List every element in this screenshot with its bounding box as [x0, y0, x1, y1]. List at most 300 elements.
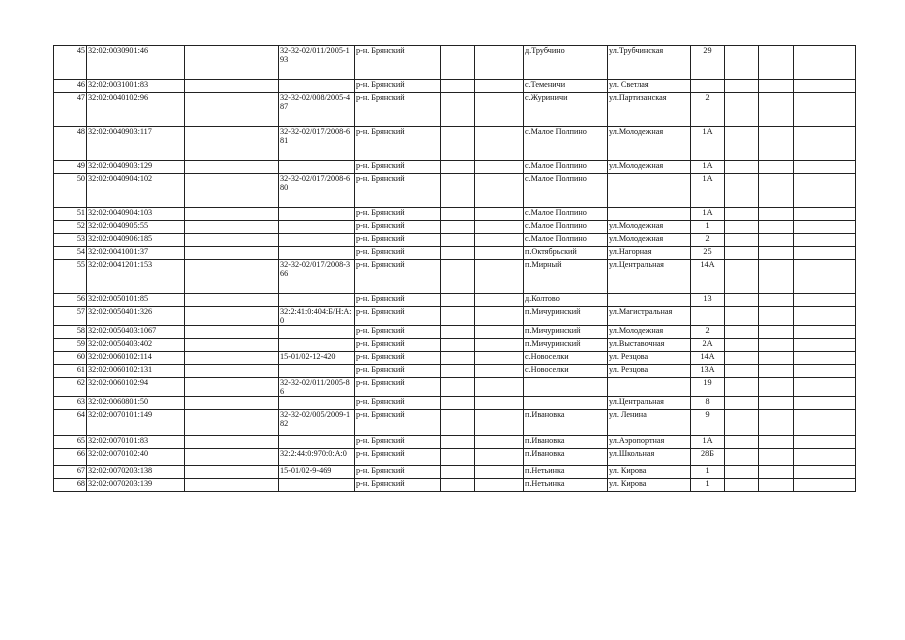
- empty-cell: [441, 449, 475, 466]
- empty-cell: [185, 234, 279, 247]
- empty-cell: [759, 294, 794, 307]
- row-number: 67: [54, 466, 87, 479]
- street: ул. Светлая: [608, 80, 691, 93]
- empty-cell: [725, 378, 759, 397]
- registration-number: [279, 294, 355, 307]
- cadastral-number: 32:02:0070102:40: [87, 449, 185, 466]
- empty-cell: [794, 352, 856, 365]
- empty-cell: [185, 352, 279, 365]
- table-row: [54, 378, 856, 397]
- empty-cell: [185, 294, 279, 307]
- empty-cell: [725, 436, 759, 449]
- settlement: с.Малое Полпино: [524, 208, 608, 221]
- empty-cell: [441, 326, 475, 339]
- table-row: [54, 174, 856, 208]
- empty-cell: [759, 247, 794, 260]
- table-row: [54, 46, 856, 80]
- street: ул. Резцова: [608, 365, 691, 378]
- empty-cell: [794, 161, 856, 174]
- empty-cell: [185, 365, 279, 378]
- registration-number: [279, 234, 355, 247]
- empty-cell: [441, 436, 475, 449]
- empty-cell: [759, 436, 794, 449]
- registration-number: [279, 221, 355, 234]
- empty-cell: [475, 80, 524, 93]
- table-row: [54, 93, 856, 127]
- house-number: 13А: [691, 365, 725, 378]
- empty-cell: [794, 208, 856, 221]
- street: ул. Кирова: [608, 479, 691, 492]
- empty-cell: [794, 397, 856, 410]
- empty-cell: [759, 221, 794, 234]
- empty-cell: [475, 378, 524, 397]
- empty-cell: [441, 127, 475, 161]
- cadastral-number: 32:02:0031001:83: [87, 80, 185, 93]
- cadastral-number: 32:02:0040905:55: [87, 221, 185, 234]
- empty-cell: [475, 294, 524, 307]
- empty-cell: [475, 436, 524, 449]
- settlement: п.Мичуринский: [524, 339, 608, 352]
- table-row: [54, 208, 856, 221]
- empty-cell: [475, 234, 524, 247]
- empty-cell: [759, 234, 794, 247]
- house-number: 14А: [691, 260, 725, 294]
- empty-cell: [185, 80, 279, 93]
- table-body: [54, 46, 856, 492]
- house-number: 1А: [691, 174, 725, 208]
- empty-cell: [759, 339, 794, 352]
- empty-cell: [794, 365, 856, 378]
- house-number: 1А: [691, 208, 725, 221]
- registration-number: 32:2:41:0:404:Б/Н:А:0: [279, 307, 355, 326]
- house-number: [691, 307, 725, 326]
- empty-cell: [794, 247, 856, 260]
- district: р-н. Брянский: [355, 221, 441, 234]
- empty-cell: [759, 378, 794, 397]
- district: р-н. Брянский: [355, 479, 441, 492]
- row-number: 61: [54, 365, 87, 378]
- street: ул.Центральная: [608, 397, 691, 410]
- settlement: с.Малое Полпино: [524, 127, 608, 161]
- district: р-н. Брянский: [355, 161, 441, 174]
- empty-cell: [759, 410, 794, 436]
- empty-cell: [475, 208, 524, 221]
- empty-cell: [794, 93, 856, 127]
- registration-number: [279, 80, 355, 93]
- empty-cell: [185, 208, 279, 221]
- cadastral-number: 32:02:0060102:94: [87, 378, 185, 397]
- empty-cell: [441, 93, 475, 127]
- table-row: [54, 365, 856, 378]
- district: р-н. Брянский: [355, 174, 441, 208]
- empty-cell: [725, 221, 759, 234]
- empty-cell: [759, 80, 794, 93]
- cadastral-number: 32:02:0041201:153: [87, 260, 185, 294]
- empty-cell: [759, 307, 794, 326]
- district: р-н. Брянский: [355, 352, 441, 365]
- empty-cell: [725, 307, 759, 326]
- table-row: [54, 436, 856, 449]
- empty-cell: [475, 127, 524, 161]
- empty-cell: [185, 127, 279, 161]
- street: ул.Молодежная: [608, 127, 691, 161]
- table-row: [54, 410, 856, 436]
- cadastral-number: 32:02:0041001:37: [87, 247, 185, 260]
- empty-cell: [725, 247, 759, 260]
- empty-cell: [441, 46, 475, 80]
- empty-cell: [759, 466, 794, 479]
- empty-cell: [725, 410, 759, 436]
- empty-cell: [725, 294, 759, 307]
- empty-cell: [441, 365, 475, 378]
- row-number: 68: [54, 479, 87, 492]
- cadastral-number: 32:02:0040102:96: [87, 93, 185, 127]
- house-number: 1А: [691, 127, 725, 161]
- street: ул.Молодежная: [608, 234, 691, 247]
- house-number: 13: [691, 294, 725, 307]
- empty-cell: [475, 260, 524, 294]
- empty-cell: [725, 260, 759, 294]
- house-number: 1: [691, 221, 725, 234]
- empty-cell: [794, 260, 856, 294]
- empty-cell: [185, 436, 279, 449]
- empty-cell: [759, 479, 794, 492]
- registration-number: [279, 365, 355, 378]
- district: р-н. Брянский: [355, 365, 441, 378]
- district: р-н. Брянский: [355, 326, 441, 339]
- empty-cell: [794, 46, 856, 80]
- empty-cell: [475, 479, 524, 492]
- street: ул. Ленина: [608, 410, 691, 436]
- empty-cell: [725, 449, 759, 466]
- street: [608, 378, 691, 397]
- settlement: с.Малое Полпино: [524, 234, 608, 247]
- settlement: [524, 397, 608, 410]
- settlement: с.Журиничи: [524, 93, 608, 127]
- empty-cell: [759, 93, 794, 127]
- table-row: [54, 307, 856, 326]
- district: р-н. Брянский: [355, 46, 441, 80]
- row-number: 55: [54, 260, 87, 294]
- empty-cell: [725, 127, 759, 161]
- empty-cell: [441, 221, 475, 234]
- cadastral-number: 32:02:0050101:85: [87, 294, 185, 307]
- empty-cell: [794, 339, 856, 352]
- house-number: 1: [691, 479, 725, 492]
- empty-cell: [441, 294, 475, 307]
- empty-cell: [794, 466, 856, 479]
- street: [608, 174, 691, 208]
- empty-cell: [725, 397, 759, 410]
- empty-cell: [794, 449, 856, 466]
- empty-cell: [441, 339, 475, 352]
- empty-cell: [441, 378, 475, 397]
- cadastral-number: 32:02:0050403:1067: [87, 326, 185, 339]
- district: р-н. Брянский: [355, 307, 441, 326]
- street: ул.Центральная: [608, 260, 691, 294]
- empty-cell: [475, 352, 524, 365]
- street: ул.Магистральная: [608, 307, 691, 326]
- empty-cell: [441, 466, 475, 479]
- house-number: 2: [691, 93, 725, 127]
- empty-cell: [475, 365, 524, 378]
- house-number: 8: [691, 397, 725, 410]
- empty-cell: [725, 234, 759, 247]
- district: р-н. Брянский: [355, 466, 441, 479]
- street: ул. Кирова: [608, 466, 691, 479]
- registration-number: 32:2:44:0:970:0:А:0: [279, 449, 355, 466]
- district: р-н. Брянский: [355, 294, 441, 307]
- row-number: 56: [54, 294, 87, 307]
- empty-cell: [185, 466, 279, 479]
- settlement: с.Малое Полпино: [524, 174, 608, 208]
- empty-cell: [725, 479, 759, 492]
- table-row: [54, 260, 856, 294]
- table-row: [54, 339, 856, 352]
- empty-cell: [475, 46, 524, 80]
- house-number: 9: [691, 410, 725, 436]
- street: ул.Нагорная: [608, 247, 691, 260]
- empty-cell: [475, 326, 524, 339]
- row-number: 52: [54, 221, 87, 234]
- house-number: 29: [691, 46, 725, 80]
- district: р-н. Брянский: [355, 247, 441, 260]
- empty-cell: [794, 307, 856, 326]
- table-row: [54, 352, 856, 365]
- house-number: [691, 80, 725, 93]
- settlement: с.Малое Полпино: [524, 221, 608, 234]
- street: [608, 208, 691, 221]
- cadastral-number: 32:02:0050403:402: [87, 339, 185, 352]
- street: ул. Резцова: [608, 352, 691, 365]
- cadastral-number: 32:02:0060102:131: [87, 365, 185, 378]
- empty-cell: [475, 410, 524, 436]
- empty-cell: [759, 161, 794, 174]
- row-number: 64: [54, 410, 87, 436]
- empty-cell: [794, 410, 856, 436]
- district: р-н. Брянский: [355, 208, 441, 221]
- settlement: д.Трубчино: [524, 46, 608, 80]
- cadastral-number: 32:02:0040904:102: [87, 174, 185, 208]
- settlement: п.Нетьинка: [524, 466, 608, 479]
- empty-cell: [475, 161, 524, 174]
- row-number: 46: [54, 80, 87, 93]
- empty-cell: [185, 410, 279, 436]
- table-row: [54, 479, 856, 492]
- empty-cell: [475, 307, 524, 326]
- empty-cell: [725, 339, 759, 352]
- registration-number: 32-32-02/005/2009-182: [279, 410, 355, 436]
- settlement: п.Мирный: [524, 260, 608, 294]
- house-number: 2А: [691, 339, 725, 352]
- empty-cell: [759, 174, 794, 208]
- registration-number: [279, 208, 355, 221]
- registration-number: 32-32-02/011/2005-193: [279, 46, 355, 80]
- empty-cell: [794, 174, 856, 208]
- row-number: 51: [54, 208, 87, 221]
- district: р-н. Брянский: [355, 436, 441, 449]
- row-number: 63: [54, 397, 87, 410]
- registration-number: [279, 339, 355, 352]
- row-number: 49: [54, 161, 87, 174]
- empty-cell: [441, 208, 475, 221]
- empty-cell: [441, 247, 475, 260]
- cadastral-number: 32:02:0070101:83: [87, 436, 185, 449]
- registration-number: [279, 326, 355, 339]
- district: р-н. Брянский: [355, 410, 441, 436]
- table-row: [54, 326, 856, 339]
- house-number: 1: [691, 466, 725, 479]
- cadastral-number: 32:02:0070203:139: [87, 479, 185, 492]
- empty-cell: [441, 234, 475, 247]
- empty-cell: [185, 260, 279, 294]
- empty-cell: [185, 174, 279, 208]
- empty-cell: [185, 46, 279, 80]
- empty-cell: [725, 93, 759, 127]
- empty-cell: [475, 221, 524, 234]
- empty-cell: [794, 479, 856, 492]
- table-row: [54, 294, 856, 307]
- empty-cell: [185, 307, 279, 326]
- registration-number: 32-32-02/017/2008-366: [279, 260, 355, 294]
- empty-cell: [725, 326, 759, 339]
- row-number: 62: [54, 378, 87, 397]
- empty-cell: [475, 397, 524, 410]
- registration-number: 15-01/02-12-420: [279, 352, 355, 365]
- district: р-н. Брянский: [355, 80, 441, 93]
- empty-cell: [185, 247, 279, 260]
- district: р-н. Брянский: [355, 260, 441, 294]
- registration-number: 15-01/02-9-469: [279, 466, 355, 479]
- empty-cell: [794, 326, 856, 339]
- settlement: п.Нетьинка: [524, 479, 608, 492]
- empty-cell: [794, 234, 856, 247]
- settlement: п.Октябрьский: [524, 247, 608, 260]
- empty-cell: [794, 378, 856, 397]
- registration-number: [279, 247, 355, 260]
- empty-cell: [185, 479, 279, 492]
- empty-cell: [725, 208, 759, 221]
- empty-cell: [759, 260, 794, 294]
- row-number: 57: [54, 307, 87, 326]
- row-number: 58: [54, 326, 87, 339]
- empty-cell: [725, 161, 759, 174]
- street: ул.Партизанская: [608, 93, 691, 127]
- street: ул.Молодежная: [608, 161, 691, 174]
- house-number: 25: [691, 247, 725, 260]
- empty-cell: [725, 174, 759, 208]
- cadastral-number: 32:02:0060801:50: [87, 397, 185, 410]
- empty-cell: [441, 174, 475, 208]
- row-number: 60: [54, 352, 87, 365]
- settlement: п.Ивановка: [524, 449, 608, 466]
- cadastral-number: 32:02:0040903:117: [87, 127, 185, 161]
- empty-cell: [475, 466, 524, 479]
- cadastral-number: 32:02:0040903:129: [87, 161, 185, 174]
- cadastral-number: 32:02:0040906:185: [87, 234, 185, 247]
- street: ул.Трубчинская: [608, 46, 691, 80]
- settlement: д.Колтово: [524, 294, 608, 307]
- empty-cell: [441, 410, 475, 436]
- table-row: [54, 449, 856, 466]
- settlement: п.Мичуринский: [524, 307, 608, 326]
- street: ул.Молодежная: [608, 326, 691, 339]
- table-row: [54, 127, 856, 161]
- settlement: с.Малое Полпино: [524, 161, 608, 174]
- district: р-н. Брянский: [355, 339, 441, 352]
- street: ул.Выставочная: [608, 339, 691, 352]
- table-row: [54, 221, 856, 234]
- empty-cell: [475, 449, 524, 466]
- empty-cell: [185, 339, 279, 352]
- district: р-н. Брянский: [355, 378, 441, 397]
- cadastral-number: 32:02:0070101:149: [87, 410, 185, 436]
- empty-cell: [441, 397, 475, 410]
- table-row: [54, 80, 856, 93]
- row-number: 54: [54, 247, 87, 260]
- settlement: с.Теменичи: [524, 80, 608, 93]
- row-number: 59: [54, 339, 87, 352]
- settlement: с.Новоселки: [524, 352, 608, 365]
- empty-cell: [725, 365, 759, 378]
- street: [608, 294, 691, 307]
- row-number: 48: [54, 127, 87, 161]
- cadastral-number: 32:02:0030901:46: [87, 46, 185, 80]
- registration-number: 32-32-02/008/2005-487: [279, 93, 355, 127]
- empty-cell: [441, 479, 475, 492]
- empty-cell: [725, 46, 759, 80]
- row-number: 53: [54, 234, 87, 247]
- district: р-н. Брянский: [355, 93, 441, 127]
- empty-cell: [759, 365, 794, 378]
- settlement: п.Ивановка: [524, 410, 608, 436]
- registration-number: 32-32-02/017/2008-680: [279, 174, 355, 208]
- empty-cell: [725, 80, 759, 93]
- empty-cell: [759, 208, 794, 221]
- settlement: [524, 378, 608, 397]
- empty-cell: [441, 161, 475, 174]
- empty-cell: [475, 339, 524, 352]
- empty-cell: [759, 352, 794, 365]
- table-row: [54, 247, 856, 260]
- empty-cell: [185, 326, 279, 339]
- cadastral-number: 32:02:0040904:103: [87, 208, 185, 221]
- empty-cell: [441, 307, 475, 326]
- empty-cell: [185, 397, 279, 410]
- cadastral-number: 32:02:0060102:114: [87, 352, 185, 365]
- registration-number: [279, 479, 355, 492]
- house-number: 2: [691, 234, 725, 247]
- registration-number: 32-32-02/017/2008-681: [279, 127, 355, 161]
- registration-number: 32-32-02/011/2005-86: [279, 378, 355, 397]
- empty-cell: [185, 221, 279, 234]
- empty-cell: [185, 378, 279, 397]
- empty-cell: [441, 260, 475, 294]
- empty-cell: [441, 352, 475, 365]
- empty-cell: [759, 127, 794, 161]
- empty-cell: [185, 449, 279, 466]
- row-number: 45: [54, 46, 87, 80]
- district: р-н. Брянский: [355, 397, 441, 410]
- empty-cell: [475, 174, 524, 208]
- table-row: [54, 397, 856, 410]
- row-number: 65: [54, 436, 87, 449]
- empty-cell: [725, 352, 759, 365]
- registration-number: [279, 436, 355, 449]
- empty-cell: [475, 93, 524, 127]
- empty-cell: [185, 93, 279, 127]
- table-row: [54, 234, 856, 247]
